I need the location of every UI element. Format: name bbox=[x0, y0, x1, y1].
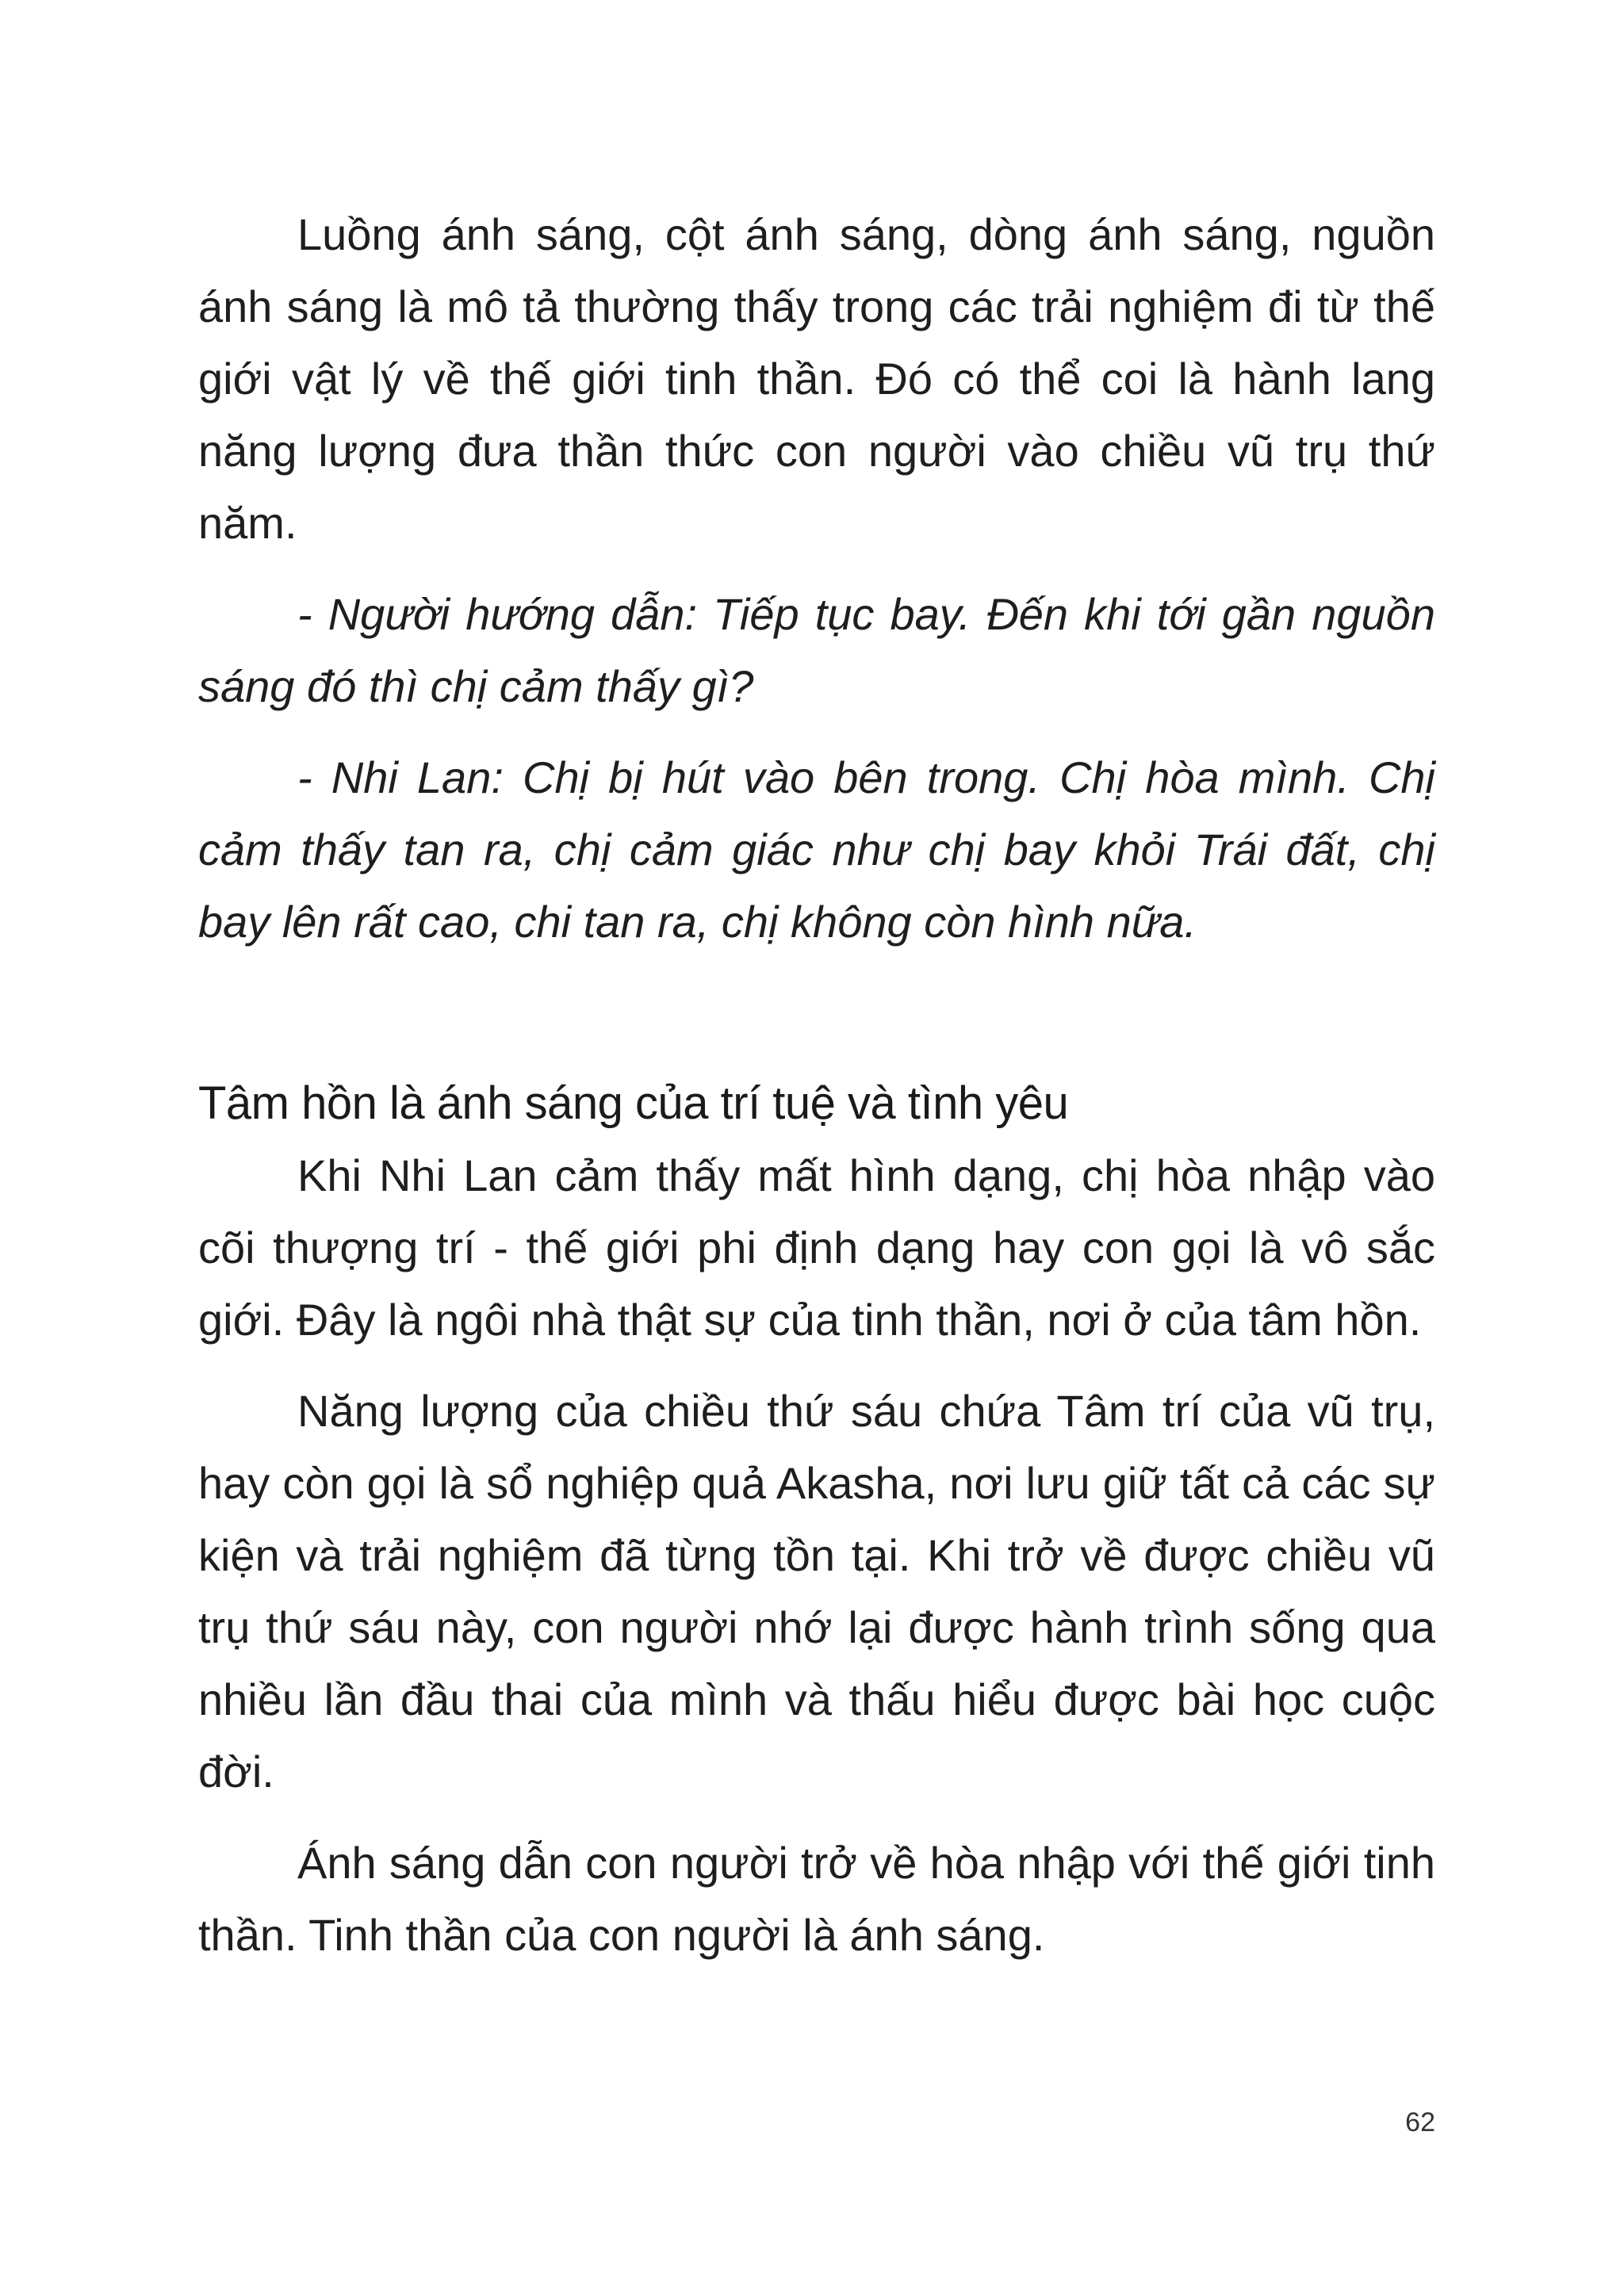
section-heading: Tâm hồn là ánh sáng của trí tuệ và tình yêu bbox=[198, 1077, 1069, 1129]
paragraph-light-corridor: Luồng ánh sáng, cột ánh sáng, dòng ánh sáng, nguồn ánh sáng là mô tả thường thấy trong các trải nghiệm đi từ thế giới vật lý về thế giới tinh thần. Đó có thể coi là hành lang năng lượng đưa thần thức con người vào chiều vũ trụ thứ năm. bbox=[198, 209, 1435, 548]
paragraph-formless-world: Khi Nhi Lan cảm thấy mất hình dạng, chị hòa nhập vào cõi thượng trí - thế giới phi định dạng hay con gọi là vô sắc giới. Đây là ngôi nhà thật sự của tinh thần, nơi ở của tâm hồn. bbox=[198, 1150, 1435, 1345]
dialogue-guide: - Người hướng dẫn: Tiếp tục bay. Đến khi tới gần nguồn sáng đó thì chị cảm thấy gì? bbox=[198, 589, 1435, 711]
dialogue-nhi-lan: - Nhi Lan: Chị bị hút vào bên trong. Chị hòa mình. Chị cảm thấy tan ra, chị cảm giác như chị bay khỏi Trái đất, chị bay lên rất cao, chi tan ra, chị không còn hình nữa. bbox=[198, 752, 1435, 947]
page-number: 62 bbox=[1405, 2107, 1435, 2137]
paragraph-akasha: Năng lượng của chiều thứ sáu chứa Tâm trí của vũ trụ, hay còn gọi là sổ nghiệp quả Akasha, nơi lưu giữ tất cả các sự kiện và trải nghiệm đã từng tồn tại. Khi trở về được chiều vũ trụ thứ sáu này, con người nhớ lại được hành trình sống qua nhiều lần đầu thai của mình và thấu hiểu được bài học cuộc đời. bbox=[198, 1386, 1435, 1797]
page-content bbox=[198, 198, 1435, 1971]
paragraph-light-spirit: Ánh sáng dẫn con người trở về hòa nhập với thế giới tinh thần. Tinh thần của con người là ánh sáng. bbox=[198, 1838, 1435, 1960]
